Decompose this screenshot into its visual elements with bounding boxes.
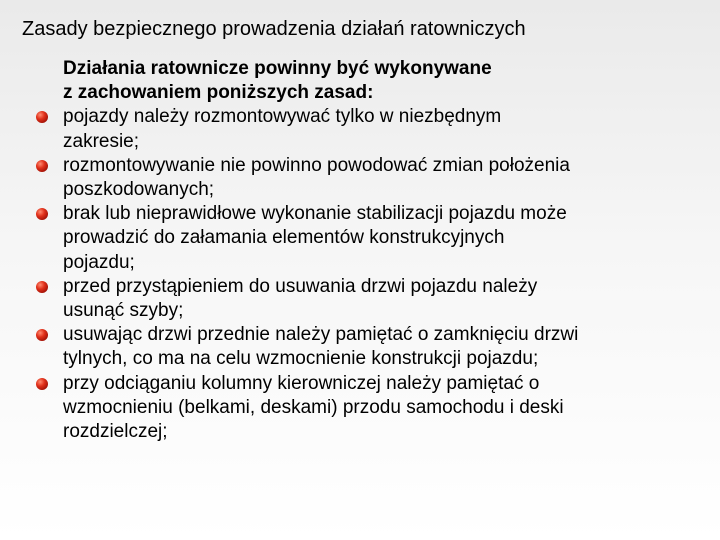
red-sphere-bullet-icon	[36, 378, 48, 390]
list-item-line: przed przystąpieniem do usuwania drzwi pojazdu należy	[63, 275, 538, 297]
list-item-line: usuwając drzwi przednie należy pamiętać o zamknięciu drzwi	[63, 324, 579, 346]
intro-line: Działania ratownicze powinny być wykonywane	[63, 58, 492, 79]
list-item-line: usunąć szyby;	[63, 300, 184, 322]
list-item	[36, 323, 716, 371]
list-item-line: pojazdy należy rozmontowywać tylko w niezbędnym	[63, 106, 502, 128]
list-item	[36, 372, 716, 445]
list-item-line: poszkodowanych;	[63, 179, 215, 201]
red-sphere-bullet-icon	[36, 329, 48, 341]
list-item	[36, 154, 716, 202]
list-item	[36, 105, 716, 153]
red-sphere-bullet-icon	[36, 281, 48, 293]
slide-content	[36, 57, 716, 444]
red-sphere-bullet-icon	[36, 111, 48, 123]
list-item-line: rozmontowywanie nie powinno powodować zmian położenia	[63, 154, 570, 176]
list-item-line: rozdzielczej;	[63, 421, 168, 443]
slide-title: Zasady bezpiecznego prowadzenia działań ratowniczych	[22, 18, 526, 40]
rules-list	[36, 105, 716, 444]
list-item-line: przy odciąganiu kolumny kierowniczej należy pamiętać o	[63, 372, 540, 394]
list-item-line: brak lub nieprawidłowe wykonanie stabilizacji pojazdu może	[63, 203, 567, 225]
list-item-line: wzmocnieniu (belkami, deskami) przodu samochodu i deski	[63, 396, 564, 418]
red-sphere-bullet-icon	[36, 160, 48, 172]
list-item-line: prowadzić do załamania elementów konstrukcyjnych	[63, 227, 505, 249]
intro-line: z zachowaniem poniższych zasad:	[63, 82, 374, 104]
list-item	[36, 275, 716, 323]
list-item-line: tylnych, co ma na celu wzmocnienie konstrukcji pojazdu;	[63, 348, 539, 370]
red-sphere-bullet-icon	[36, 208, 48, 220]
list-item-line: pojazdu;	[63, 251, 135, 273]
list-item	[36, 202, 716, 275]
intro-text	[63, 57, 716, 105]
list-item-line: zakresie;	[63, 130, 140, 152]
